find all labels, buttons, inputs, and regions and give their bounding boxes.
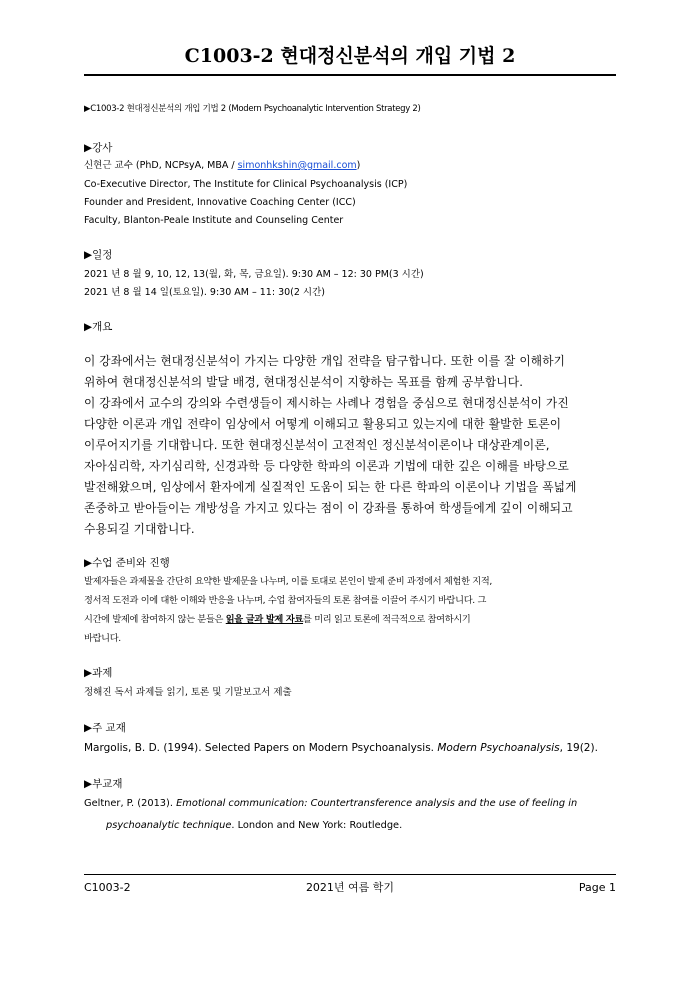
schedule-line-1: 2021 년 8 월 9, 10, 12, 13(월, 화, 목, 금요일). 9:30 AM – 12: 30 PM(3 시간) bbox=[84, 269, 424, 280]
preparation-line-3-prefix: 시간에 발제에 참여하지 않는 분들은 bbox=[84, 614, 226, 625]
schedule-line-2: 2021 년 8 월 14 일(토요일). 9:30 AM – 11: 30(2 시간) bbox=[84, 287, 325, 298]
footer-semester: 2021년 여름 학기 bbox=[305, 881, 395, 894]
instructor-heading: ▶강사 bbox=[84, 142, 113, 154]
instructor-name-suffix: ) bbox=[356, 160, 361, 171]
instructor-email-link[interactable]: simonhkshin@gmail.com bbox=[237, 160, 357, 171]
instructor-affiliation-1: Co-Executive Director, The Institute for Clinical Psychoanalysis (ICP) bbox=[84, 179, 408, 190]
preparation-heading: ▶수업 준비와 진행 bbox=[84, 557, 170, 569]
main-text-journal: Modern Psychoanalysis bbox=[437, 742, 560, 754]
preparation-line-2: 정서적 도전과 이에 대한 이해와 반응을 나누며, 수업 참여자들의 토론 참여를 이끌어 주시기 바랍니다. 그 bbox=[84, 595, 487, 606]
main-text-citation bbox=[84, 741, 620, 755]
sub-text-citation-suffix: . London and New York: Routledge. bbox=[231, 820, 403, 831]
sub-text-citation-line-2 bbox=[106, 819, 620, 833]
overview-line: 이 강좌에서는 현대정신분석이 가지는 다양한 개입 전략을 탐구합니다. 또한 이를 잘 이해하기 bbox=[84, 354, 566, 368]
preparation-line-3 bbox=[84, 613, 620, 627]
overview-line: 다양한 이론과 개입 전략이 임상에서 어떻게 이해되고 활용되고 있는지에 대한 활발한 토론이 bbox=[84, 417, 562, 431]
course-title-line: ▶C1003-2 현대정신분석의 개입 기법 2 (Modern Psychoanalytic Intervention Strategy 2) bbox=[84, 104, 421, 114]
footer-course-code: C1003-2 bbox=[84, 881, 131, 894]
reading-materials-emphasis: 읽을 글과 발제 자료 bbox=[225, 614, 304, 625]
overview-line: 발전해왔으며, 임상에서 환자에게 실질적인 도움이 되는 한 다른 학파의 이론이나 기법을 폭넓게 bbox=[84, 480, 577, 494]
preparation-line-4: 바랍니다. bbox=[84, 633, 121, 644]
assignment-text: 정해진 독서 과제들 읽기, 토론 및 기말보고서 제출 bbox=[84, 687, 292, 698]
header-divider bbox=[84, 74, 616, 76]
preparation-line-1: 발제자들은 과제물을 간단히 요약한 발제문을 나누며, 이를 토대로 본인이 발제 준비 과정에서 체험한 지적, bbox=[84, 576, 493, 587]
overview-line: 위하여 현대정신분석의 발달 배경, 현대정신분석이 지향하는 목표를 함께 공부합니다. bbox=[84, 375, 524, 389]
main-text-citation-suffix: , 19(2). bbox=[559, 742, 598, 754]
footer-divider bbox=[84, 874, 616, 875]
main-text-heading: ▶주 교재 bbox=[84, 722, 126, 734]
schedule-heading: ▶일정 bbox=[84, 249, 113, 261]
instructor-name: 신현근 교수 (PhD, NCPsyA, MBA / bbox=[84, 160, 238, 171]
sub-text-heading: ▶부교재 bbox=[84, 778, 123, 790]
sub-text-citation-line-1 bbox=[84, 797, 620, 811]
assignment-heading: ▶과제 bbox=[84, 667, 113, 679]
sub-text-title-part-1: Emotional communication: Countertransference analysis and the use of feeling in bbox=[176, 798, 578, 809]
instructor-affiliation-2: Founder and President, Innovative Coaching Center (ICC) bbox=[84, 197, 356, 208]
instructor-name-line bbox=[84, 159, 620, 173]
footer-page-number: Page 1 bbox=[578, 881, 616, 894]
page-title: C1003-2 현대정신분석의 개입 기법 2 bbox=[184, 45, 516, 67]
sub-text-title-part-2: psychoanalytic technique bbox=[106, 820, 232, 831]
overview-line: 자아심리학, 자기심리학, 신경과학 등 다양한 학파의 이론과 기법에 대한 깊은 이해를 바탕으로 bbox=[84, 459, 569, 473]
overview-line: 이 강좌에서 교수의 강의와 수련생들이 제시하는 사례나 경험을 중심으로 현대정신분석이 가진 bbox=[84, 396, 569, 410]
overview-line: 이루어지기를 기대합니다. 또한 현대정신분석이 고전적인 정신분석이론이나 대상관계이론, bbox=[84, 438, 550, 452]
instructor-affiliation-3: Faculty, Blanton-Peale Institute and Counseling Center bbox=[84, 215, 344, 226]
sub-text-citation-prefix: Geltner, P. (2013). bbox=[84, 798, 177, 809]
overview-heading: ▶개요 bbox=[84, 321, 113, 333]
preparation-line-3-suffix: 를 미리 읽고 토론에 적극적으로 참여하시기 bbox=[303, 614, 471, 625]
overview-line: 존중하고 받아들이는 개방성을 가지고 있다는 점이 이 강좌를 통하여 학생들에게 깊이 이해되고 bbox=[84, 501, 573, 515]
overview-line: 수용되길 기대합니다. bbox=[84, 522, 195, 536]
main-text-citation-prefix: Margolis, B. D. (1994). Selected Papers on Modern Psychoanalysis. bbox=[84, 742, 438, 754]
